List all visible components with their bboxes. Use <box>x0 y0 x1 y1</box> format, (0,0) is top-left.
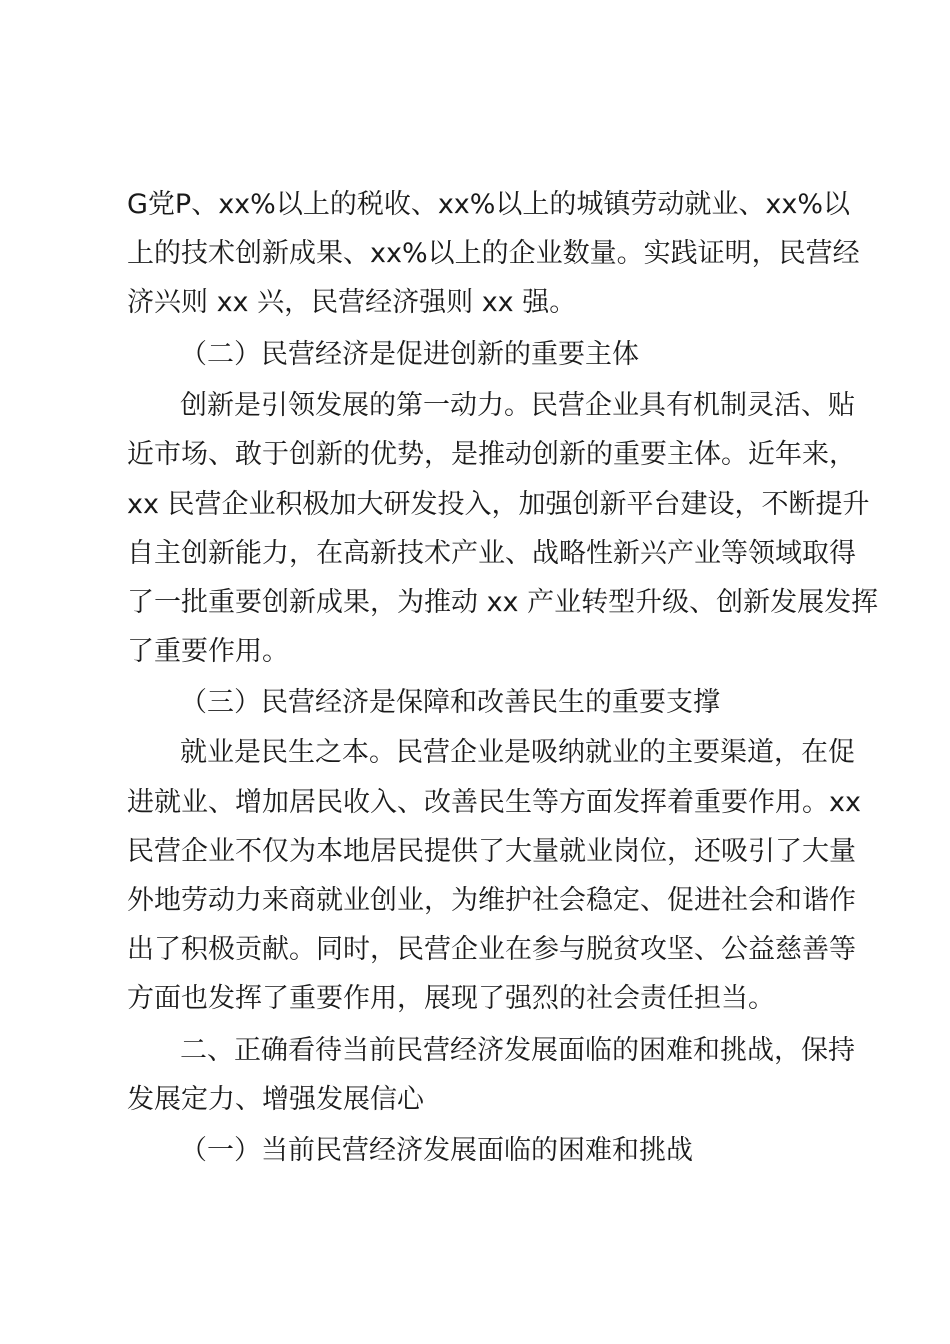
paragraph-line: 自主创新能力，在高新技术产业、战略性新兴产业等领域取得 <box>127 538 856 569</box>
paragraph-line: 近市场、敢于创新的优势，是推动创新的重要主体。近年来， <box>127 439 856 470</box>
paragraph-line: 了一批重要创新成果，为推动 xx 产业转型升级、创新发展发挥 <box>127 587 879 618</box>
section-heading: （一）当前民营经济发展面临的困难和挑战 <box>180 1135 693 1166</box>
paragraph-line: 就业是民生之本。民营企业是吸纳就业的主要渠道，在促 <box>180 737 855 768</box>
paragraph-line: 外地劳动力来商就业创业，为维护社会稳定、促进社会和谐作 <box>127 885 856 916</box>
paragraph-line: 进就业、增加居民收入、改善民生等方面发挥着重要作用。xx <box>127 787 861 818</box>
section-heading: 发展定力、增强发展信心 <box>127 1084 424 1115</box>
section-heading: （二）民营经济是促进创新的重要主体 <box>180 339 639 370</box>
paragraph-line: 了重要作用。 <box>127 636 289 667</box>
section-heading: （三）民营经济是保障和改善民生的重要支撑 <box>180 687 720 718</box>
section-heading: 二、正确看待当前民营经济发展面临的困难和挑战，保持 <box>180 1035 855 1066</box>
paragraph-line: 出了积极贡献。同时，民营企业在参与脱贫攻坚、公益慈善等 <box>127 934 856 965</box>
paragraph-line: 民营企业不仅为本地居民提供了大量就业岗位，还吸引了大量 <box>127 836 856 867</box>
paragraph-line: 上的技术创新成果、xx%以上的企业数量。实践证明，民营经 <box>127 238 860 269</box>
paragraph-line: xx 民营企业积极加大研发投入，加强创新平台建设，不断提升 <box>127 489 870 520</box>
paragraph-line: 方面也发挥了重要作用，展现了强烈的社会责任担当。 <box>127 983 775 1014</box>
paragraph-line: G党P、xx%以上的税收、xx%以上的城镇劳动就业、xx%以 <box>127 189 851 220</box>
paragraph-line: 创新是引领发展的第一动力。民营企业具有机制灵活、贴 <box>180 390 855 421</box>
paragraph-line: 济兴则 xx 兴，民营经济强则 xx 强。 <box>127 287 577 318</box>
